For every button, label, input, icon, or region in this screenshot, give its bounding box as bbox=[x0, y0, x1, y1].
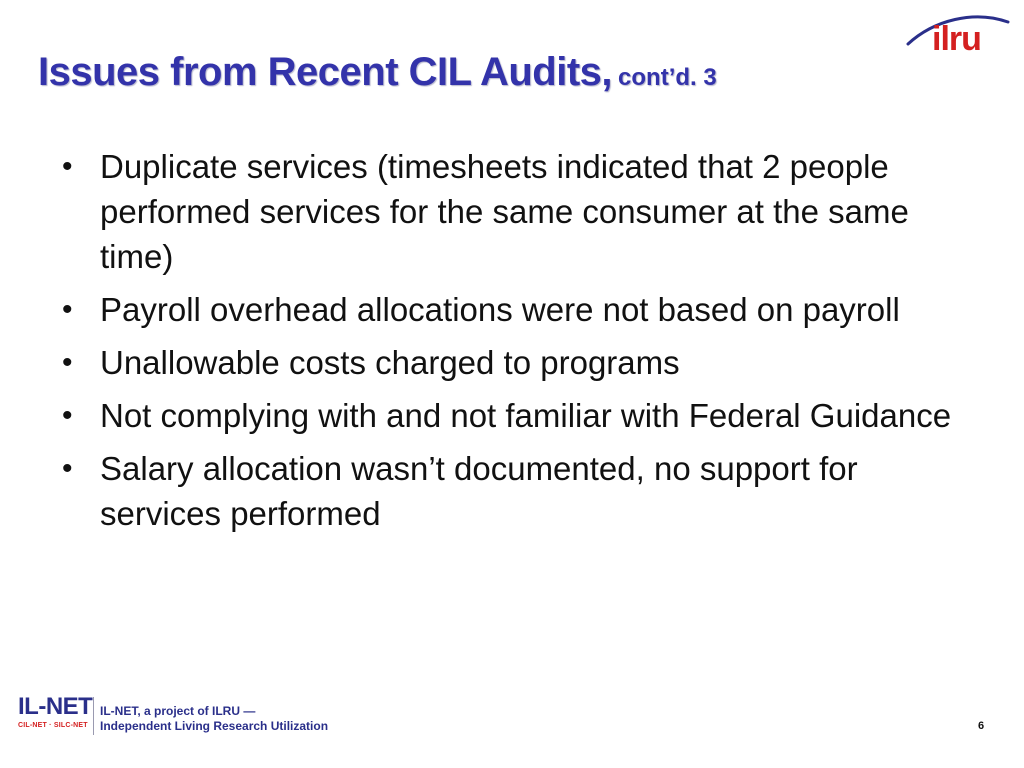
bullet-item bbox=[62, 144, 982, 279]
bullet-icon: • bbox=[62, 150, 73, 183]
bullet-item bbox=[62, 287, 982, 332]
slide-title bbox=[38, 50, 717, 95]
footer-tagline bbox=[100, 704, 328, 734]
tagline-line-2: Independent Living Research Utilization bbox=[100, 719, 329, 733]
bullet-item bbox=[62, 340, 982, 385]
page-number: 6 bbox=[978, 720, 985, 732]
logo-text: ilru bbox=[932, 20, 981, 58]
bullet-item bbox=[62, 446, 982, 536]
ilnet-brand: IL-NET bbox=[18, 693, 93, 720]
bullet-item bbox=[62, 393, 982, 438]
bullet-text: Duplicate services (timesheets indicated that 2 people performed services for the same consumer at the same time) bbox=[100, 148, 909, 275]
title-suffix: cont’d. 3 bbox=[618, 64, 717, 91]
bullet-list bbox=[62, 144, 982, 544]
ilnet-logo bbox=[18, 695, 92, 729]
bullet-icon: • bbox=[62, 452, 73, 485]
footer-divider bbox=[93, 697, 94, 735]
bullet-text: Salary allocation wasn’t documented, no support for services performed bbox=[100, 450, 858, 532]
title-main: Issues from Recent CIL Audits, bbox=[38, 50, 613, 94]
tagline-line-1: IL-NET, a project of ILRU — bbox=[100, 704, 256, 718]
bullet-icon: • bbox=[62, 293, 73, 326]
bullet-text: Not complying with and not familiar with Federal Guidance bbox=[100, 397, 952, 434]
ilnet-subtitle: CIL-NET · SILC-NET bbox=[18, 722, 88, 729]
bullet-text: Unallowable costs charged to programs bbox=[100, 344, 680, 381]
bullet-text: Payroll overhead allocations were not based on payroll bbox=[100, 291, 900, 328]
bullet-icon: • bbox=[62, 346, 73, 379]
bullet-icon: • bbox=[62, 399, 73, 432]
